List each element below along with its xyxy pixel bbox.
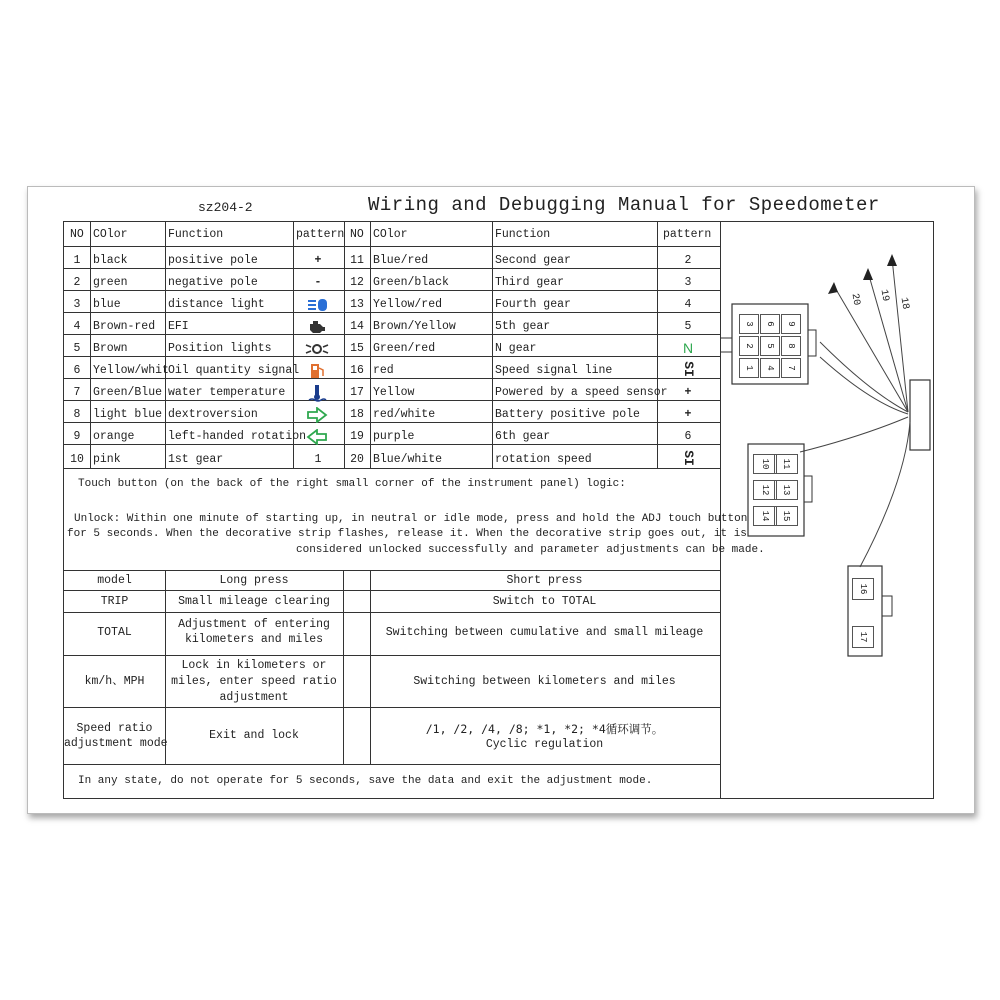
arrow-head-18: [887, 254, 897, 266]
wire-no: 4: [73, 320, 81, 333]
short-press-action: Switch to TOTAL: [492, 595, 597, 608]
connector-a-latch: [720, 338, 732, 352]
mode-header-short: Short press: [506, 574, 583, 587]
wire-color: Green/black: [373, 276, 449, 289]
wire-function: N gear: [495, 342, 537, 355]
wire-color: blue: [93, 298, 121, 311]
long-press-action: kilometers and miles: [184, 633, 324, 646]
pin: 2: [739, 336, 759, 356]
wire-color: orange: [93, 430, 135, 443]
pin: 11: [774, 454, 798, 474]
wire-pattern: +: [684, 408, 692, 421]
wire-color: pink: [93, 453, 121, 466]
wire-function: distance light: [168, 298, 265, 311]
wire-pattern: -: [314, 276, 322, 289]
pin: 16: [852, 578, 874, 600]
mode-name: km/h、MPH: [84, 675, 145, 688]
wire-label-20: 20: [848, 292, 862, 307]
wire-color: Yellow: [373, 386, 415, 399]
col-header-pattern-left: pattern: [296, 228, 345, 241]
pin: 13: [774, 480, 798, 500]
wire-no: 11: [350, 254, 364, 267]
pin: 4: [760, 358, 780, 378]
unlock-line-1: Unlock: Within one minute of starting up, in neutral or idle mode, press and hold the ADJ touch button: [74, 513, 748, 525]
wire-pattern: 5: [684, 320, 692, 333]
wire-no: 5: [73, 342, 81, 355]
wire-function: left-handed rotation: [168, 430, 307, 443]
col-header-pattern-right: pattern: [663, 228, 712, 241]
wire-function: 6th gear: [495, 430, 551, 443]
short-press-action: Switching between cumulative and small mileage: [385, 626, 704, 639]
wire-function: Speed signal line: [495, 364, 613, 377]
pin: 3: [739, 314, 759, 334]
wire-function: Oil quantity signal: [168, 364, 300, 377]
wire-no: 7: [73, 386, 81, 399]
wire-label-18: 18: [897, 296, 911, 311]
wire-color: Blue/white: [373, 453, 443, 466]
wire-no: 6: [73, 364, 81, 377]
wire-no: 9: [73, 430, 81, 443]
col-header-function-right: Function: [495, 228, 551, 241]
long-press-action: Exit and lock: [209, 729, 299, 742]
wire-pattern: +: [314, 254, 322, 267]
unlock-line-3: considered unlocked successfully and parameter adjustments can be made.: [296, 544, 765, 556]
short-press-action: Switching between kilometers and miles: [413, 675, 676, 688]
wire-no: 10: [70, 453, 84, 466]
wire-pattern: 1: [314, 453, 322, 466]
connector-c-tab: [882, 596, 892, 616]
col-header-no-right: NO: [350, 228, 364, 241]
pin: 7: [781, 358, 801, 378]
wire-no: 17: [350, 386, 364, 399]
wire-function: negative pole: [168, 276, 258, 289]
pin: 6: [760, 314, 780, 334]
thermometer-icon: [307, 384, 327, 402]
wire-no: 13: [350, 298, 364, 311]
wire-pattern: SI: [681, 361, 696, 377]
touch-logic-note: Touch button (on the back of the right small corner of the instrument panel) logic:: [78, 478, 626, 490]
wire-function: dextroversion: [168, 408, 258, 421]
wire-function: Powered by a speed sensor: [495, 386, 668, 399]
wire-pattern: 4: [684, 298, 692, 311]
left-arrow-icon: [306, 429, 328, 445]
footer-note: In any state, do not operate for 5 seconds, save the data and exit the adjustment mode.: [78, 775, 653, 787]
wire-pattern: 2: [684, 254, 692, 267]
arrow-head-19: [863, 268, 873, 280]
wire-function: Third gear: [495, 276, 565, 289]
fuel-pump-icon: [309, 362, 325, 380]
wire-color: Blue/red: [373, 254, 429, 267]
wire-no: 2: [73, 276, 81, 289]
wire-no: 14: [350, 320, 364, 333]
wire-line-c: [860, 422, 910, 567]
pin: 5: [760, 336, 780, 356]
wire-function: Fourth gear: [495, 298, 571, 311]
wire-label-19: 19: [877, 288, 891, 303]
pin: 17: [852, 626, 874, 648]
wire-function: EFI: [168, 320, 189, 333]
long-press-action: Adjustment of entering: [178, 618, 330, 631]
wire-function: Position lights: [168, 342, 272, 355]
wire-color: black: [93, 254, 128, 267]
wire-no: 12: [350, 276, 364, 289]
document-code: sz204-2: [198, 200, 253, 215]
wire-color: Green/Blue: [93, 386, 163, 399]
short-press-action: /1, /2, /4, /8; *1, *2; *4循环调节。: [425, 722, 664, 736]
long-press-action: Lock in kilometers or: [181, 659, 327, 672]
wire-function: 1st gear: [168, 453, 224, 466]
pin: 1: [739, 358, 759, 378]
wire-color: Brown: [93, 342, 128, 355]
harness-hub: [910, 380, 930, 450]
position-light-icon: [305, 341, 329, 357]
wire-no: 15: [350, 342, 364, 355]
wire-line-a: [820, 342, 908, 412]
mode-header-model: model: [97, 574, 132, 587]
long-press-action: miles, enter speed ratio: [171, 675, 337, 688]
engine-icon: [307, 319, 327, 335]
wire-pattern: N: [682, 340, 694, 356]
wire-color: green: [93, 276, 128, 289]
mode-name: Speed ratio: [76, 722, 153, 735]
wire-function: positive pole: [168, 254, 258, 267]
wire-function: rotation speed: [495, 453, 592, 466]
wire-pattern: 3: [684, 276, 692, 289]
wire-pattern: SI: [681, 450, 696, 466]
connector-a-tab: [808, 330, 816, 356]
mode-name: adjustment mode: [64, 737, 168, 750]
long-press-action: Small mileage clearing: [178, 595, 330, 608]
long-press-action: adjustment: [219, 691, 289, 704]
wire-color: Yellow/red: [373, 298, 443, 311]
wire-color: red: [373, 364, 394, 377]
wire-function: Second gear: [495, 254, 571, 267]
wire-color: light blue: [93, 408, 163, 421]
wire-no: 20: [350, 453, 364, 466]
wire-color: purple: [373, 430, 415, 443]
wire-pattern: 6: [684, 430, 692, 443]
col-header-color-left: COlor: [93, 228, 128, 241]
page-title: Wiring and Debugging Manual for Speedometer: [368, 194, 880, 216]
connector-b-tab: [804, 476, 812, 502]
wire-color: Green/red: [373, 342, 436, 355]
wire-function: 5th gear: [495, 320, 551, 333]
wire-no: 16: [350, 364, 364, 377]
arrow-head-20: [828, 282, 838, 294]
col-header-no-left: NO: [70, 228, 84, 241]
mode-name: TOTAL: [97, 626, 132, 639]
wire-function: water temperature: [168, 386, 286, 399]
wire-function: Battery positive pole: [495, 408, 640, 421]
pin: 12: [753, 480, 777, 500]
wire-pattern: +: [684, 386, 692, 399]
wire-color: Brown/Yellow: [373, 320, 456, 333]
pin: 9: [781, 314, 801, 334]
mode-name: TRIP: [100, 595, 129, 608]
wire-no: 8: [73, 408, 81, 421]
high-beam-icon: [306, 297, 328, 313]
wire-color: Brown-red: [93, 320, 156, 333]
pin: 8: [781, 336, 801, 356]
col-header-function-left: Function: [168, 228, 224, 241]
short-press-action: Cyclic regulation: [485, 738, 604, 751]
wire-no: 18: [350, 408, 364, 421]
pin: 15: [774, 506, 798, 526]
right-arrow-icon: [306, 407, 328, 423]
wire-line-b: [800, 417, 908, 452]
wire-no: 19: [350, 430, 364, 443]
wire-color: red/white: [373, 408, 436, 421]
mode-header-long: Long press: [219, 574, 289, 587]
unlock-line-2: for 5 seconds. When the decorative strip flashes, release it. When the decorative strip goes out, it is: [67, 528, 747, 540]
col-header-color-right: COlor: [373, 228, 408, 241]
pin: 10: [753, 454, 777, 474]
wire-no: 3: [73, 298, 81, 311]
wire-no: 1: [73, 254, 81, 267]
pin: 14: [753, 506, 777, 526]
wire-color: Yellow/whit: [93, 364, 169, 377]
